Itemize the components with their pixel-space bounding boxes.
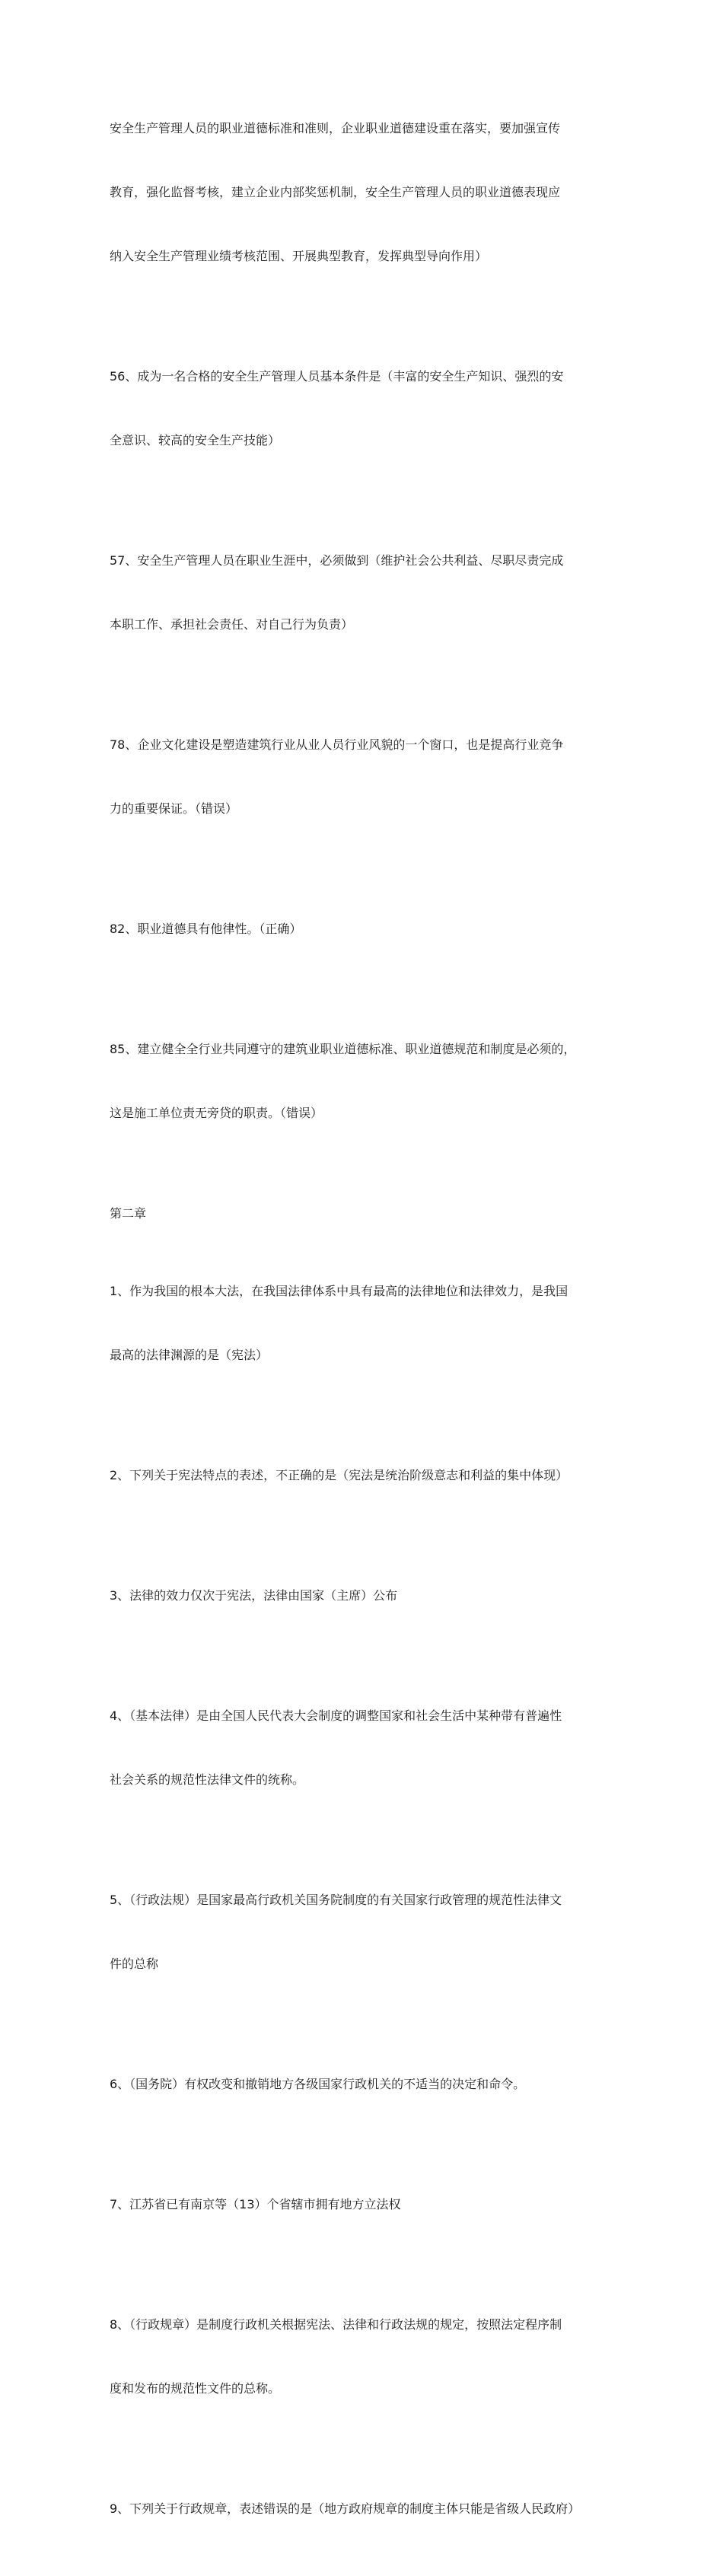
text-line: 度和发布的规范性文件的总称。 xyxy=(110,2381,281,2396)
text-line: 56、成为一名合格的安全生产管理人员基本条件是（丰富的安全生产知识、强烈的安 xyxy=(110,369,564,384)
paragraph-item-6 xyxy=(110,2031,627,2138)
text-line: 教育，强化监督考核，建立企业内部奖惩机制，安全生产管理人员的职业道德表现应 xyxy=(110,185,561,199)
paragraph-item-8 xyxy=(110,2272,627,2442)
text-line: 85、建立健全全行业共同遵守的建筑业职业道德标准、职业道德规范和制度是必须的， xyxy=(110,1042,576,1056)
text-line: 3、法律的效力仅次于宪法，法律由国家（主席）公布 xyxy=(110,1588,398,1603)
paragraph-safety-ethics-standards xyxy=(110,75,627,310)
text-line: 最高的法律渊源的是（宪法） xyxy=(110,1348,269,1362)
paragraph-item-85 xyxy=(110,996,627,1167)
paragraph-item-9 xyxy=(110,2456,627,2562)
text-line: 4、（基本法律）是由全国人民代表大会制度的调整国家和社会生活中某种带有普遍性 xyxy=(110,1708,562,1723)
paragraph-item-56 xyxy=(110,323,627,494)
text-line: 件的总称 xyxy=(110,1957,159,1971)
paragraph-item-57 xyxy=(110,508,627,678)
paragraph-item-5 xyxy=(110,1847,627,2017)
document-body xyxy=(110,75,627,2576)
text-line: 本职工作、承担社会责任、对自己行为负责） xyxy=(110,617,354,632)
paragraph-item-78 xyxy=(110,692,627,862)
text-line: 安全生产管理人员的职业道德标准和准则，企业职业道德建设重在落实，要加强宣传 xyxy=(110,121,561,135)
text-line: 6、（国务院）有权改变和撤销地方各级国家行政机关的不适当的决定和命令。 xyxy=(110,2077,526,2091)
text-line: 1、作为我国的根本大法，在我国法律体系中具有最高的法律地位和法律效力，是我国 xyxy=(110,1284,569,1298)
chapter-heading: 第二章 xyxy=(110,1206,147,1221)
text-line: 社会关系的规范性法律文件的统称。 xyxy=(110,1772,305,1787)
text-line: 9、下列关于行政规章，表述错误的是（地方政府规章的制度主体只能是省级人民政府） xyxy=(110,2501,581,2516)
paragraph-item-2 xyxy=(110,1422,627,1529)
text-line: 全意识、较高的安全生产技能） xyxy=(110,433,281,447)
paragraph-item-4 xyxy=(110,1663,627,1833)
text-line: 82、职业道德具有他律性。（正确） xyxy=(110,922,302,936)
paragraph-item-82 xyxy=(110,876,627,982)
text-line: 57、安全生产管理人员在职业生涯中，必须做到（维护社会公共利益、尽职尽责完成 xyxy=(110,553,564,568)
text-line: 78、企业文化建设是塑造建筑行业从业人员行业风貌的一个窗口，也是提高行业竞争 xyxy=(110,737,564,752)
paragraph-item-7 xyxy=(110,2151,627,2258)
text-line: 7、江苏省已有南京等（13）个省辖市拥有地方立法权 xyxy=(110,2197,401,2211)
text-line: 8、（行政规章）是制度行政机关根据宪法、法律和行政法规的规定，按照法定程序制 xyxy=(110,2317,562,2332)
paragraph-item-3 xyxy=(110,1543,627,1649)
text-line: 这是施工单位责无旁贷的职责。（错误） xyxy=(110,1106,323,1120)
paragraph-item-1 xyxy=(110,1238,627,1409)
text-line: 5、（行政法规）是国家最高行政机关国务院制度的有关国家行政管理的规范性法律文 xyxy=(110,1893,562,1907)
text-line: 力的重要保证。（错误） xyxy=(110,801,238,816)
text-line: 纳入安全生产管理业绩考核范围、开展典型教育，发挥典型导向作用） xyxy=(110,249,488,263)
text-line: 2、下列关于宪法特点的表述，不正确的是（宪法是统治阶级意志和利益的集中体现） xyxy=(110,1468,569,1482)
